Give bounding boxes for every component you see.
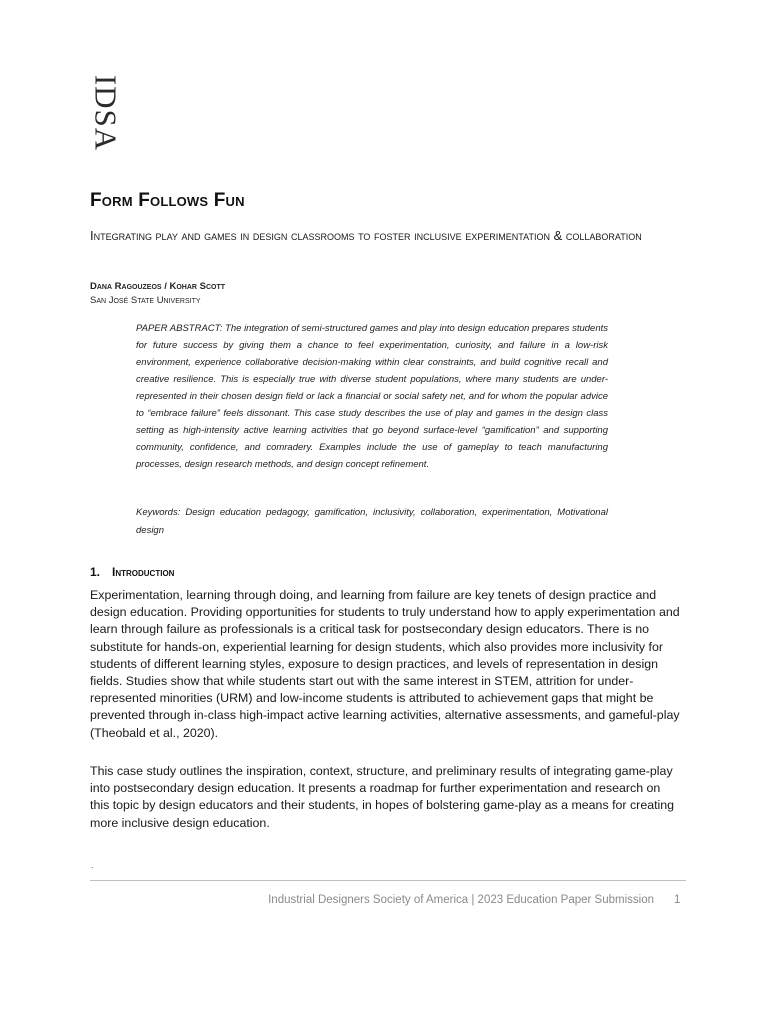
logo-text: IDSA	[88, 74, 124, 152]
intro-paragraph-2: This case study outlines the inspiration, context, structure, and preliminary results of integrating game-play into postsecondary design education. It presents a roadmap for further experimentation and research on this topic by design educators and their students, in hopes of bolstering game-play as a means for creating more inclusive design education.	[90, 764, 675, 830]
intro-paragraph-1: Experimentation, learning through doing, and learning from failure are key tenets of design practice and design education. Providing opportunities for students to truly understand how to apply experimentation and learn through failure as professionals is a critical task for postsecondary design educators. There is no substitute for hands-on, experiential learning for design students, which also provides more inclusivity for students of different learning styles, exposure to design practices, and levels of representation in design fields. Studies show that while students start out with the same interest in STEM, attrition for under-represented minorities (URM) and low-income students is attributed to achievement gaps that might be prevented through in-class high-impact active learning activities, alternative assessments, and gameful-play (Theobald et al., 2020).	[90, 588, 680, 740]
section-title: Introduction	[112, 565, 175, 579]
idsa-logo	[86, 74, 126, 152]
authors: Dana Ragouzeos / Kohar Scott	[90, 281, 226, 292]
footer-text: Industrial Designers Society of America | 2023 Education Paper Submission	[268, 894, 654, 906]
keywords: Keywords: Design education pedagogy, gamification, inclusivity, collaboration, experimentation, Motivational design	[136, 507, 608, 536]
page-number: 1	[674, 894, 681, 906]
section-number: 1.	[90, 565, 101, 579]
abstract: PAPER ABSTRACT: The integration of semi-structured games and play into design education prepares students for future success by giving them a chance to feel experimentation, curiosity, and failure in a low-risk environment, experience collaborative decision-making within clear constraints, and build cognitive recall and creative resilience. This is especially true with diverse student populations, where many students are under-represented in their chosen design field or lack a financial or social safety net, and for whom the popular advice to “embrace failure” feels dissonant. This case study describes the use of play and games in the design class setting as high-intensity active learning activities that go beyond surface-level “gamification” and supporting community, confidence, and comradery. Examples include the use of gameplay to teach manufacturing processes, design research methods, and design concept refinement.	[136, 323, 608, 470]
paper-subtitle: Integrating play and games in design classrooms to foster inclusive experimentation & collaboration	[90, 228, 642, 243]
section-heading-introduction	[90, 565, 174, 579]
footer-divider	[90, 880, 686, 881]
footnote-mark: .	[91, 860, 94, 870]
paper-title: Form Follows Fun	[90, 190, 245, 211]
affiliation: San José State University	[90, 295, 201, 306]
